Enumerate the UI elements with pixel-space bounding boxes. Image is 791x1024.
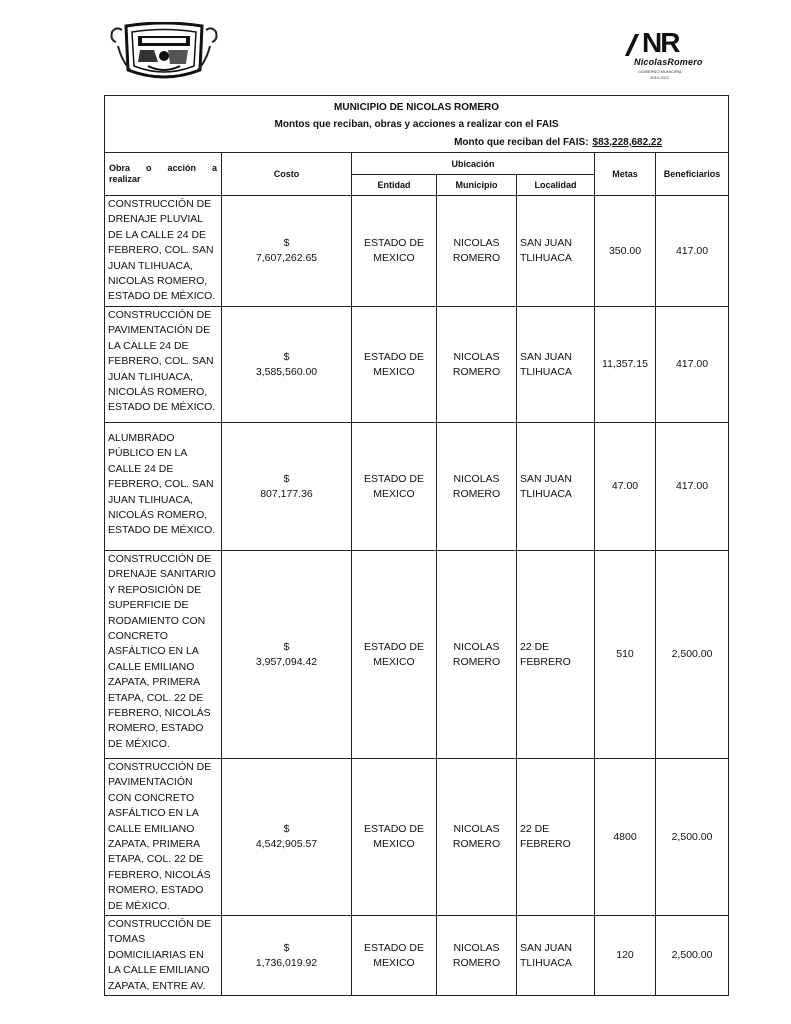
header-localidad: Localidad xyxy=(517,175,595,196)
table-heading-block xyxy=(105,96,729,153)
beneficiarios-cell: 417.00 xyxy=(656,307,729,423)
localidad-cell: SAN JUAN TLIHUACA xyxy=(517,423,595,551)
table-row xyxy=(105,916,729,996)
logo-subline: GOBIERNO MUNICIPAL xyxy=(638,69,683,74)
header-obra: Obra o acción a realizar xyxy=(105,153,222,196)
table-title: MUNICIPIO DE NICOLAS ROMERO xyxy=(334,101,500,113)
localidad-cell: 22 DE FEBRERO xyxy=(517,759,595,916)
logo-name: NicolasRomero xyxy=(634,57,703,67)
municipal-seal-logo xyxy=(108,22,220,82)
obra-cell: ALUMBRADO PÚBLICO EN LA CALLE 24 DE FEBRERO, COL. SAN JUAN TLIHUACA, NICOLÁS ROMERO, ESTADO DE MÉXICO. xyxy=(105,423,222,551)
metas-cell: 120 xyxy=(595,916,656,996)
header-ubicacion: Ubicación xyxy=(352,153,595,175)
header-beneficiarios: Beneficiarios xyxy=(656,153,729,196)
obra-cell: CONSTRUCCIÓN DE PAVIMENTACIÓN DE LA CALLE 24 DE FEBRERO, COL. SAN JUAN TLIHUACA, NICOLÁS ROMERO, ESTADO DE MÉXICO. xyxy=(105,307,222,423)
localidad-cell: 22 DE FEBRERO xyxy=(517,551,595,759)
fais-amount-label: Monto que reciban del FAIS: xyxy=(454,136,589,148)
municipio-cell: NICOLAS ROMERO xyxy=(437,196,517,307)
beneficiarios-cell: 417.00 xyxy=(656,196,729,307)
logo-years: 2019-2021 xyxy=(650,75,670,80)
municipio-cell: NICOLAS ROMERO xyxy=(437,551,517,759)
table-row xyxy=(105,423,729,551)
costo-cell: $ 7,607,262.65 xyxy=(222,196,352,307)
obra-cell: CONSTRUCCIÓN DE TOMAS DOMICILIARIAS EN LA CALLE EMILIANO ZAPATA, ENTRE AV. xyxy=(105,916,222,996)
municipio-cell: NICOLAS ROMERO xyxy=(437,916,517,996)
entidad-cell: ESTADO DE MEXICO xyxy=(352,759,437,916)
entidad-cell: ESTADO DE MEXICO xyxy=(352,916,437,996)
metas-cell: 11,357.15 xyxy=(595,307,656,423)
table-row xyxy=(105,196,729,307)
fais-table xyxy=(104,95,729,996)
entidad-cell: ESTADO DE MEXICO xyxy=(352,307,437,423)
header-metas: Metas xyxy=(595,153,656,196)
beneficiarios-cell: 2,500.00 xyxy=(656,551,729,759)
municipio-cell: NICOLAS ROMERO xyxy=(437,307,517,423)
beneficiarios-cell: 2,500.00 xyxy=(656,916,729,996)
beneficiarios-cell: 417.00 xyxy=(656,423,729,551)
table-subtitle: Montos que reciban, obras y acciones a realizar con el FAIS xyxy=(274,118,559,130)
nicolas-romero-logo xyxy=(628,28,708,86)
costo-cell: $ 807,177.36 xyxy=(222,423,352,551)
logo-letters: NR xyxy=(642,27,679,58)
obra-cell: CONSTRUCCIÓN DE PAVIMENTACIÓN CON CONCRETO ASFÁLTICO EN LA CALLE EMILIANO ZAPATA, PRIMERA ETAPA, COL. 22 DE FEBRERO, NICOLÁS ROMERO, ESTADO DE MÉXICO. xyxy=(105,759,222,916)
metas-cell: 47.00 xyxy=(595,423,656,551)
metas-cell: 4800 xyxy=(595,759,656,916)
obra-cell: CONSTRUCCIÓN DE DRENAJE PLUVIAL DE LA CALLE 24 DE FEBRERO, COL. SAN JUAN TLIHUACA, NICOLAS ROMERO, ESTADO DE MÉXICO. xyxy=(105,196,222,307)
costo-cell: $ 3,957,094.42 xyxy=(222,551,352,759)
costo-cell: $ 1,736,019.92 xyxy=(222,916,352,996)
costo-cell: $ 4,542,905.57 xyxy=(222,759,352,916)
obra-cell: CONSTRUCCIÓN DE DRENAJE SANITARIO Y REPOSICIÓN DE SUPERFICIE DE RODAMIENTO CON CONCRETO ASFÁLTICO EN LA CALLE EMILIANO ZAPATA, PRIMERA ETAPA, COL. 22 DE FEBRERO, NICOLÁS ROMERO, ESTADO DE MÉXICO. xyxy=(105,551,222,759)
metas-cell: 510 xyxy=(595,551,656,759)
beneficiarios-cell: 2,500.00 xyxy=(656,759,729,916)
table-row xyxy=(105,551,729,759)
header-entidad: Entidad xyxy=(352,175,437,196)
municipio-cell: NICOLAS ROMERO xyxy=(437,423,517,551)
table-row xyxy=(105,759,729,916)
localidad-cell: SAN JUAN TLIHUACA xyxy=(517,307,595,423)
costo-cell: $ 3,585,560.00 xyxy=(222,307,352,423)
header-costo: Costo xyxy=(222,153,352,196)
metas-cell: 350.00 xyxy=(595,196,656,307)
entidad-cell: ESTADO DE MEXICO xyxy=(352,551,437,759)
localidad-cell: SAN JUAN TLIHUACA xyxy=(517,916,595,996)
municipio-cell: NICOLAS ROMERO xyxy=(437,759,517,916)
fais-amount-line xyxy=(105,131,728,151)
localidad-cell: SAN JUAN TLIHUACA xyxy=(517,196,595,307)
entidad-cell: ESTADO DE MEXICO xyxy=(352,423,437,551)
table-row xyxy=(105,307,729,423)
header-municipio: Municipio xyxy=(437,175,517,196)
entidad-cell: ESTADO DE MEXICO xyxy=(352,196,437,307)
fais-amount-value: $83,228,682.22 xyxy=(592,136,663,148)
